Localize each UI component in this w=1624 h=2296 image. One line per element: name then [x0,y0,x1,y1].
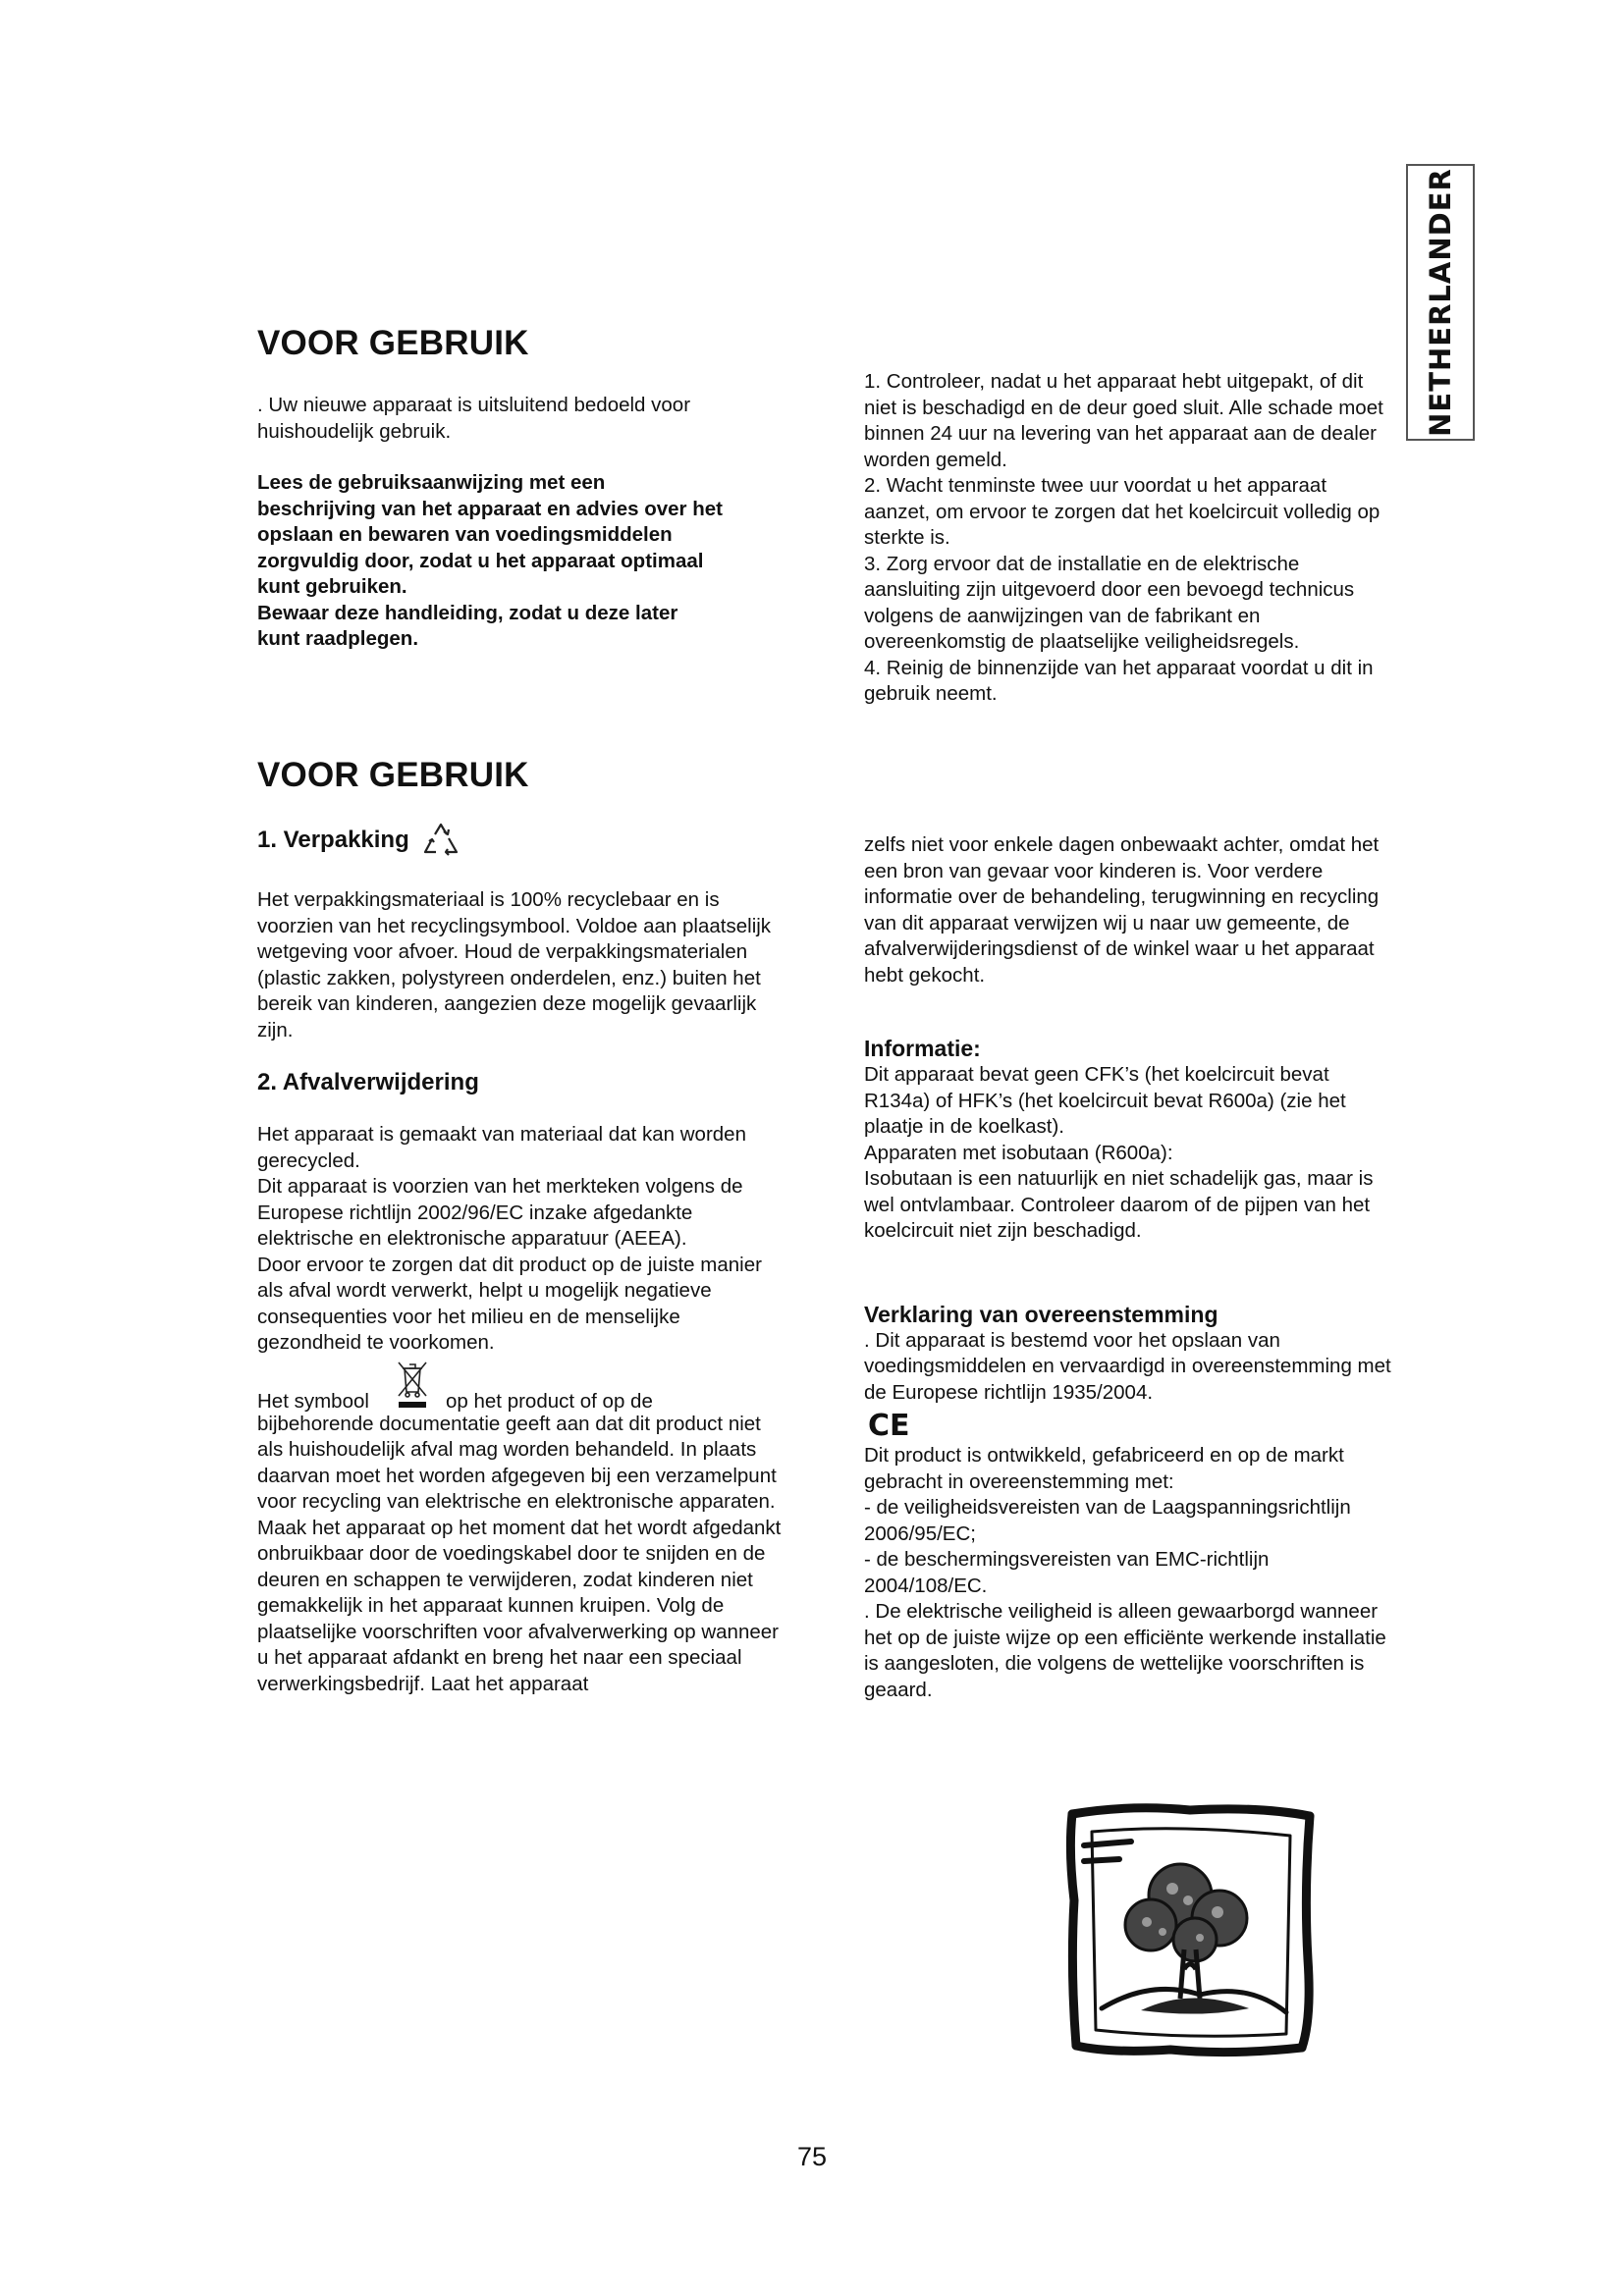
section2-right-column [864,832,1394,1703]
step-3: 3. Zorg ervoor dat de installatie en de elektrische aansluiting zijn uitgevoerd door een bevoegd technicus volgens de aanwijzingen van de fabrikant en overeenkomstig de plaatselijke veiligheidsregels. [864,552,1355,653]
language-side-tab [1406,164,1475,441]
warning-line-2: beschrijving van het apparaat en advies over het [257,497,723,520]
ce-mark: CE [868,1409,910,1443]
page-number: 75 [796,2142,828,2171]
weee-symbol-line [257,1366,787,1412]
verklaring-text-2: Dit product is ontwikkeld, gefabriceerd en op de markt gebracht in overeenstemming met: [864,1444,1344,1493]
warning-block [257,470,787,653]
verklaring-heading: Verklaring van overeenstemming [864,1301,1218,1327]
verklaring-text-1: . Dit apparaat is bestemd voor het opslaan van voedingsmiddelen en vervaardigd in overeenstemming met de Europese richtlijn 1935/2004. [864,1328,1391,1404]
afval-text-2: Dit apparaat is voorzien van het merkteken volgens de Europese richtlijn 2002/96/EC inzake afgedankte elektrische en elektronische apparatuur (AEEA). [257,1175,743,1250]
verpakking-text: Het verpakkingsmateriaal is 100% recyclebaar en is voorzien van het recyclingsymbool. Voldoe aan plaatselijk wetgeving voor afvoer. Houd de verpakkingsmaterialen (plastic zakken, polystyreen onderdelen, enz.) buiten het bereik van kinderen, aangezien deze mogelijk gevaarlijk zijn. [257,888,772,1041]
section2-left-column [257,821,787,1697]
afval-continuation: zelfs niet voor enkele dagen onbewaakt achter, omdat het een bron van gevaar voor kinderen is. Voor verdere informatie over de behandeling, terugwinning en recycling van dit apparaat verwijzen wij u naar uw gemeente, de afvalverwijderingsdienst of de winkel waar u het apparaat hebt gekocht. [864,833,1380,987]
warning-line-4: zorgvuldig door, zodat u het apparaat optimaal [257,549,704,572]
section1-steps [864,369,1394,708]
section1-title: VOOR GEBRUIK [257,324,529,362]
verklaring-text-3: . De elektrische veiligheid is alleen gewaarborgd wanneer het op de juiste wijze op een efficiënte werkende installatie is aangesloten, die volgens de wettelijke voorschriften is geaard. [864,1600,1386,1701]
afval-heading: 2. Afvalverwijdering [257,1069,479,1095]
intro-text: . Uw nieuwe apparaat is uitsluitend bedoeld voor huishoudelijk gebruik. [257,394,691,443]
verklaring-item-1: - de veiligheidsvereisten van de Laagspanningsrichtlijn 2006/95/EC; [864,1496,1351,1545]
recycle-icon [419,821,462,860]
step-2: 2. Wacht tenminste twee uur voordat u het apparaat aanzet, om ervoor te zorgen dat het koelcircuit volledig op sterkte is. [864,474,1380,549]
warning-line-6: Bewaar deze handleiding, zodat u deze later [257,601,678,624]
weee-bin-icon [395,1359,430,1412]
warning-line-3: opslaan en bewaren van voedingsmiddelen [257,523,673,546]
afval-text-3: Door ervoor te zorgen dat dit product op de juiste manier als afval wordt verwerkt, helpt u mogelijk negatieve consequenties voor het milieu en de menselijke gezondheid te voorkomen. [257,1253,762,1354]
verpakking-heading: 1. Verpakking [257,827,409,853]
section1-left-column [257,393,787,653]
warning-line-7: kunt raadplegen. [257,627,419,650]
afval-text-4: bijbehorende documentatie geeft aan dat dit product niet als huishoudelijk afval mag worden behandeld. In plaats daarvan moet het worden afgegeven bij een verzamelpunt voor recycling van elektrische en elektronische apparaten. Maak het apparaat op het moment dat het wordt afgedankt onbruikbaar door de voedingskabel door te snijden en de deuren en schappen te verwijderen, zodat kinderen niet gemakkelijk in het apparaat kunnen kruipen. Volg de plaatselijke voorschriften voor afvalverwerking op wanneer u het apparaat afdankt en breng het naar een speciaal verwerkingsbedrijf. Laat het apparaat [257,1412,782,1695]
step-4: 4. Reinig de binnenzijde van het apparaat voordat u dit in gebruik neemt. [864,656,1374,705]
symbool-before: Het symbool [257,1390,369,1413]
informatie-text-1: Dit apparaat bevat geen CFK’s (het koelcircuit bevat R134a) of HFK’s (het koelcircuit bevat R600a) (zie het plaatje in de koelkast). [864,1063,1346,1138]
informatie-text-3: Isobutaan is een natuurlijk en niet schadelijk gas, maar is wel ontvlambaar. Controleer daarom of de pijpen van het koelcircuit niet zijn beschadigd. [864,1167,1374,1242]
informatie-text-2: Apparaten met isobutaan (R600a): [864,1141,1173,1164]
step-1: 1. Controleer, nadat u het apparaat hebt uitgepakt, of dit niet is beschadigd en de deur goed sluit. Alle schade moet binnen 24 uur na levering van het apparaat aan de dealer worden gemeld. [864,370,1383,471]
eco-tree-logo [1062,1802,1318,2057]
symbool-after: op het product of op de [446,1390,653,1413]
informatie-heading: Informatie: [864,1036,981,1061]
afval-text-1: Het apparaat is gemaakt van materiaal dat kan worden gerecycled. [257,1123,746,1172]
verklaring-item-2: - de beschermingsvereisten van EMC-richtlijn 2004/108/EC. [864,1548,1270,1597]
warning-line-1: Lees de gebruiksaanwijzing met een [257,471,606,494]
language-tab-label: NETHERLANDER [1424,168,1457,437]
verpakking-heading-row [257,821,787,860]
section2-title: VOOR GEBRUIK [257,756,529,794]
warning-line-5: kunt gebruiken. [257,575,407,598]
